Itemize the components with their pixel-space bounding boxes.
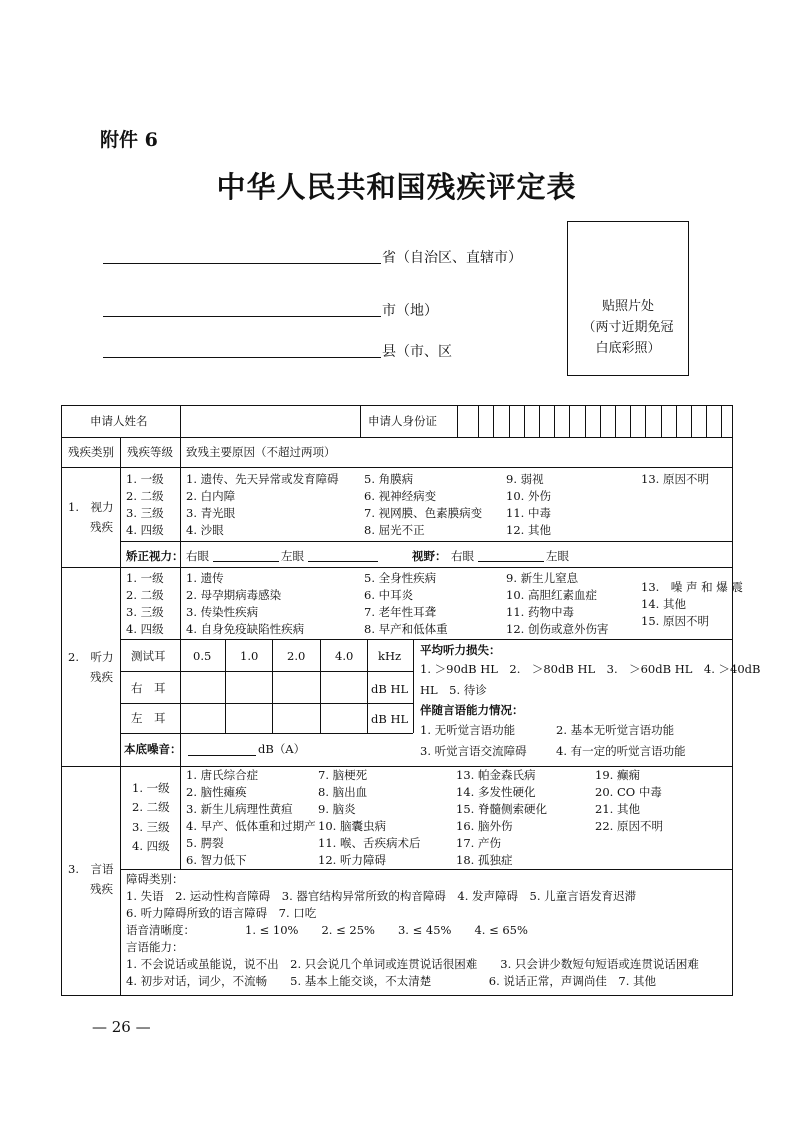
- vision-cause-2[interactable]: 2. 白内障: [186, 489, 236, 503]
- hearing-cause-4[interactable]: 4. 自身免疫缺陷性疾病: [186, 622, 305, 636]
- hearing-label-b: 残疾: [90, 670, 113, 684]
- speech-level-3[interactable]: 3. 三级: [132, 820, 170, 834]
- vision-level-4[interactable]: 4. 四级: [126, 523, 164, 537]
- city-label: 市（地）: [382, 303, 438, 319]
- hearing-cause-11[interactable]: 11. 药物中毒: [506, 605, 574, 619]
- test-ear-label: 测试耳: [131, 649, 166, 663]
- vision-cause-6[interactable]: 6. 视神经病变: [364, 489, 437, 503]
- left-ear-threshold-input-2[interactable]: [226, 704, 272, 734]
- vision-cause-4[interactable]: 4. 沙眼: [186, 523, 224, 537]
- speech-cause-8[interactable]: 8. 脑出血: [318, 785, 368, 799]
- speech-cause-12[interactable]: 12. 听力障碍: [318, 853, 386, 867]
- speech-cause-18[interactable]: 18. 孤独症: [456, 853, 513, 867]
- speech-cause-20[interactable]: 20. CO 中毒: [595, 785, 662, 799]
- freq-1: 1.0: [240, 649, 259, 663]
- speech-cause-6[interactable]: 6. 智力低下: [186, 853, 247, 867]
- hearing-level-1[interactable]: 1. 一级: [126, 571, 164, 585]
- hearing-level-3[interactable]: 3. 三级: [126, 605, 164, 619]
- vision-cause-1[interactable]: 1. 遗传、先天异常或发育障碍: [186, 472, 339, 486]
- left-dbhl: dB HL: [371, 712, 409, 726]
- avg-loss-title: 平均听力损失：: [420, 643, 501, 657]
- khz-label: kHz: [378, 649, 402, 663]
- speech-label-b: 残疾: [90, 882, 113, 896]
- county-label: 县（市、区: [382, 344, 452, 360]
- disorder-title: 障碍类别：: [126, 872, 184, 886]
- corrected-right-input[interactable]: [213, 561, 279, 562]
- photo-line2: （两寸近期免冠: [582, 320, 674, 335]
- applicant-id-label: 申请人身份证: [368, 414, 437, 428]
- hearing-cause-10[interactable]: 10. 高胆红素血症: [506, 588, 597, 602]
- corrected-left-input[interactable]: [308, 561, 378, 562]
- speech-cause-15[interactable]: 15. 脊髓侧索硬化: [456, 802, 547, 816]
- vision-cause-9[interactable]: 9. 弱视: [506, 472, 544, 486]
- speech-cause-14[interactable]: 14. 多发性硬化: [456, 785, 536, 799]
- field-left-label: 左眼: [546, 549, 569, 563]
- left-ear-threshold-input-3[interactable]: [273, 704, 320, 734]
- disorder-options-2[interactable]: 6. 听力障碍所致的语言障碍 7. 口吃: [126, 906, 317, 920]
- speech-cause-2[interactable]: 2. 脑性瘫痪: [186, 785, 247, 799]
- speech-cause-5[interactable]: 5. 腭裂: [186, 836, 224, 850]
- applicant-name-label: 申请人姓名: [90, 414, 148, 428]
- ability-options-2[interactable]: 4. 初步对话，词少，不流畅 5. 基本上能交谈，不太清楚 6. 说话正常，声调尚佳 7. 其他: [126, 974, 657, 988]
- hearing-cause-3[interactable]: 3. 传染性疾病: [186, 605, 259, 619]
- right-dbhl: dB HL: [371, 682, 409, 696]
- noise-unit: dB（A）: [258, 742, 306, 756]
- avg-loss-options[interactable]: 1. ＞90dB HL 2. ＞80dB HL 3. ＞60dB HL 4. ＞40dB: [420, 662, 761, 676]
- noise-label: 本底噪音：: [124, 742, 182, 756]
- vision-level-1[interactable]: 1. 一级: [126, 472, 164, 486]
- speech-cause-22[interactable]: 22. 原因不明: [595, 819, 663, 833]
- speech-level-1[interactable]: 1. 一级: [132, 781, 170, 795]
- speech-ability-title: 伴随言语能力情况：: [420, 703, 524, 717]
- left-ear-threshold-input-1[interactable]: [181, 704, 225, 734]
- freq-2: 2.0: [287, 649, 306, 663]
- hearing-cause-8[interactable]: 8. 早产和低体重: [364, 622, 448, 636]
- ability-options-1[interactable]: 1. 不会说话或虽能说，说不出 2. 只会说几个单词或连贯说话很困难 3. 只会讲少数短句短语或连贯说话困难: [126, 957, 699, 971]
- ability-title: 言语能力：: [126, 940, 184, 954]
- speech-level-4[interactable]: 4. 四级: [132, 839, 170, 853]
- vision-cause-10[interactable]: 10. 外伤: [506, 489, 551, 503]
- field-right-input[interactable]: [478, 561, 544, 562]
- province-line[interactable]: [103, 263, 381, 264]
- hearing-cause-1[interactable]: 1. 遗传: [186, 571, 224, 585]
- freq-3: 4.0: [335, 649, 354, 663]
- col-cause-header: 致残主要原因（不超过两项）: [186, 445, 336, 459]
- vision-cause-3[interactable]: 3. 青光眼: [186, 506, 236, 520]
- corrected-vision-label: 矫正视力：: [126, 549, 184, 563]
- speech-cause-19[interactable]: 19. 癫痫: [595, 768, 640, 782]
- hearing-cause-15[interactable]: 15. 原因不明: [641, 614, 709, 628]
- photo-box[interactable]: [567, 221, 689, 376]
- page-title: 中华人民共和国残疾评定表: [216, 170, 577, 204]
- hearing-cause-5[interactable]: 5. 全身性疾病: [364, 571, 437, 585]
- hearing-level-4[interactable]: 4. 四级: [126, 622, 164, 636]
- speech-opt-1[interactable]: 1. 无听觉言语功能: [420, 723, 516, 737]
- corrected-right-label: 右眼: [186, 549, 209, 563]
- applicant-name-input[interactable]: [181, 406, 359, 436]
- hearing-cause-14[interactable]: 14. 其他: [641, 597, 686, 611]
- page-number: — 26 —: [92, 1018, 151, 1036]
- right-ear-threshold-input-2[interactable]: [226, 672, 272, 702]
- hearing-level-2[interactable]: 2. 二级: [126, 588, 164, 602]
- speech-cause-21[interactable]: 21. 其他: [595, 802, 640, 816]
- hearing-label: 2. 听力: [68, 650, 114, 664]
- county-line[interactable]: [103, 357, 381, 358]
- speech-level-2[interactable]: 2. 二级: [132, 800, 170, 814]
- speech-cause-4[interactable]: 4. 早产、低体重和过期产: [186, 819, 316, 833]
- vision-level-2[interactable]: 2. 二级: [126, 489, 164, 503]
- vision-cause-7[interactable]: 7. 视网膜、色素膜病变: [364, 506, 483, 520]
- speech-opt-3[interactable]: 3. 听觉言语交流障碍: [420, 744, 527, 758]
- clarity-options[interactable]: 1. ≤ 10% 2. ≤ 25% 3. ≤ 45% 4. ≤ 65%: [245, 923, 528, 937]
- vision-label-b: 残疾: [90, 520, 113, 534]
- col-category-header: 残疾类别: [68, 445, 114, 459]
- hearing-cause-7[interactable]: 7. 老年性耳聋: [364, 605, 437, 619]
- hearing-cause-12[interactable]: 12. 创伤或意外伤害: [506, 622, 609, 636]
- attachment-label: 附件 6: [100, 129, 158, 151]
- speech-cause-9[interactable]: 9. 脑炎: [318, 802, 356, 816]
- right-ear-threshold-input-3[interactable]: [273, 672, 320, 702]
- vision-cause-12[interactable]: 12. 其他: [506, 523, 551, 537]
- hearing-cause-9[interactable]: 9. 新生儿窒息: [506, 571, 579, 585]
- vision-cause-8[interactable]: 8. 屈光不正: [364, 523, 425, 537]
- speech-label: 3. 言语: [68, 862, 114, 876]
- hearing-cause-13[interactable]: 13. 噪 声 和 爆 震: [641, 580, 743, 594]
- vision-cause-13[interactable]: 13. 原因不明: [641, 472, 709, 486]
- disorder-options-1[interactable]: 1. 失语 2. 运动性构音障碍 3. 器官结构异常所致的构音障碍 4. 发声障碍 5. 儿童言语发育迟滞: [126, 889, 637, 903]
- vision-level-3[interactable]: 3. 三级: [126, 506, 164, 520]
- speech-cause-10[interactable]: 10. 脑囊虫病: [318, 819, 386, 833]
- right-ear-threshold-input-4[interactable]: [321, 672, 367, 702]
- freq-0: 0.5: [193, 649, 212, 663]
- speech-cause-3[interactable]: 3. 新生儿病理性黄疸: [186, 802, 293, 816]
- speech-cause-7[interactable]: 7. 脑梗死: [318, 768, 368, 782]
- left-ear-label: 左 耳: [131, 711, 166, 725]
- speech-cause-16[interactable]: 16. 脑外伤: [456, 819, 513, 833]
- speech-opt-4[interactable]: 4. 有一定的听觉言语功能: [556, 744, 686, 758]
- hearing-cause-6[interactable]: 6. 中耳炎: [364, 588, 414, 602]
- noise-input[interactable]: [188, 755, 256, 756]
- vision-cause-5[interactable]: 5. 角膜病: [364, 472, 414, 486]
- hearing-cause-2[interactable]: 2. 母孕期病毒感染: [186, 588, 282, 602]
- speech-cause-11[interactable]: 11. 喉、舌疾病术后: [318, 836, 421, 850]
- speech-cause-1[interactable]: 1. 唐氏综合症: [186, 768, 259, 782]
- vision-cause-11[interactable]: 11. 中毒: [506, 506, 551, 520]
- city-line[interactable]: [103, 316, 381, 317]
- left-ear-threshold-input-4[interactable]: [321, 704, 367, 734]
- vision-label: 1. 视力: [68, 500, 114, 514]
- right-ear-threshold-input-1[interactable]: [181, 672, 225, 702]
- province-label: 省（自治区、直辖市）: [382, 250, 522, 266]
- col-level-header: 残疾等级: [127, 445, 173, 459]
- speech-cause-17[interactable]: 17. 产伤: [456, 836, 501, 850]
- visual-field-label: 视野：: [412, 549, 447, 563]
- speech-cause-13[interactable]: 13. 帕金森氏病: [456, 768, 536, 782]
- avg-loss-options-2[interactable]: HL 5. 待诊: [420, 683, 487, 697]
- clarity-title: 语音清晰度：: [126, 923, 195, 937]
- photo-line1: 贴照片处: [601, 299, 654, 314]
- field-right-label: 右眼: [451, 549, 474, 563]
- speech-opt-2[interactable]: 2. 基本无听觉言语功能: [556, 723, 675, 737]
- right-ear-label: 右 耳: [131, 681, 166, 695]
- photo-line3: 白底彩照）: [595, 341, 661, 356]
- corrected-left-label: 左眼: [281, 549, 304, 563]
